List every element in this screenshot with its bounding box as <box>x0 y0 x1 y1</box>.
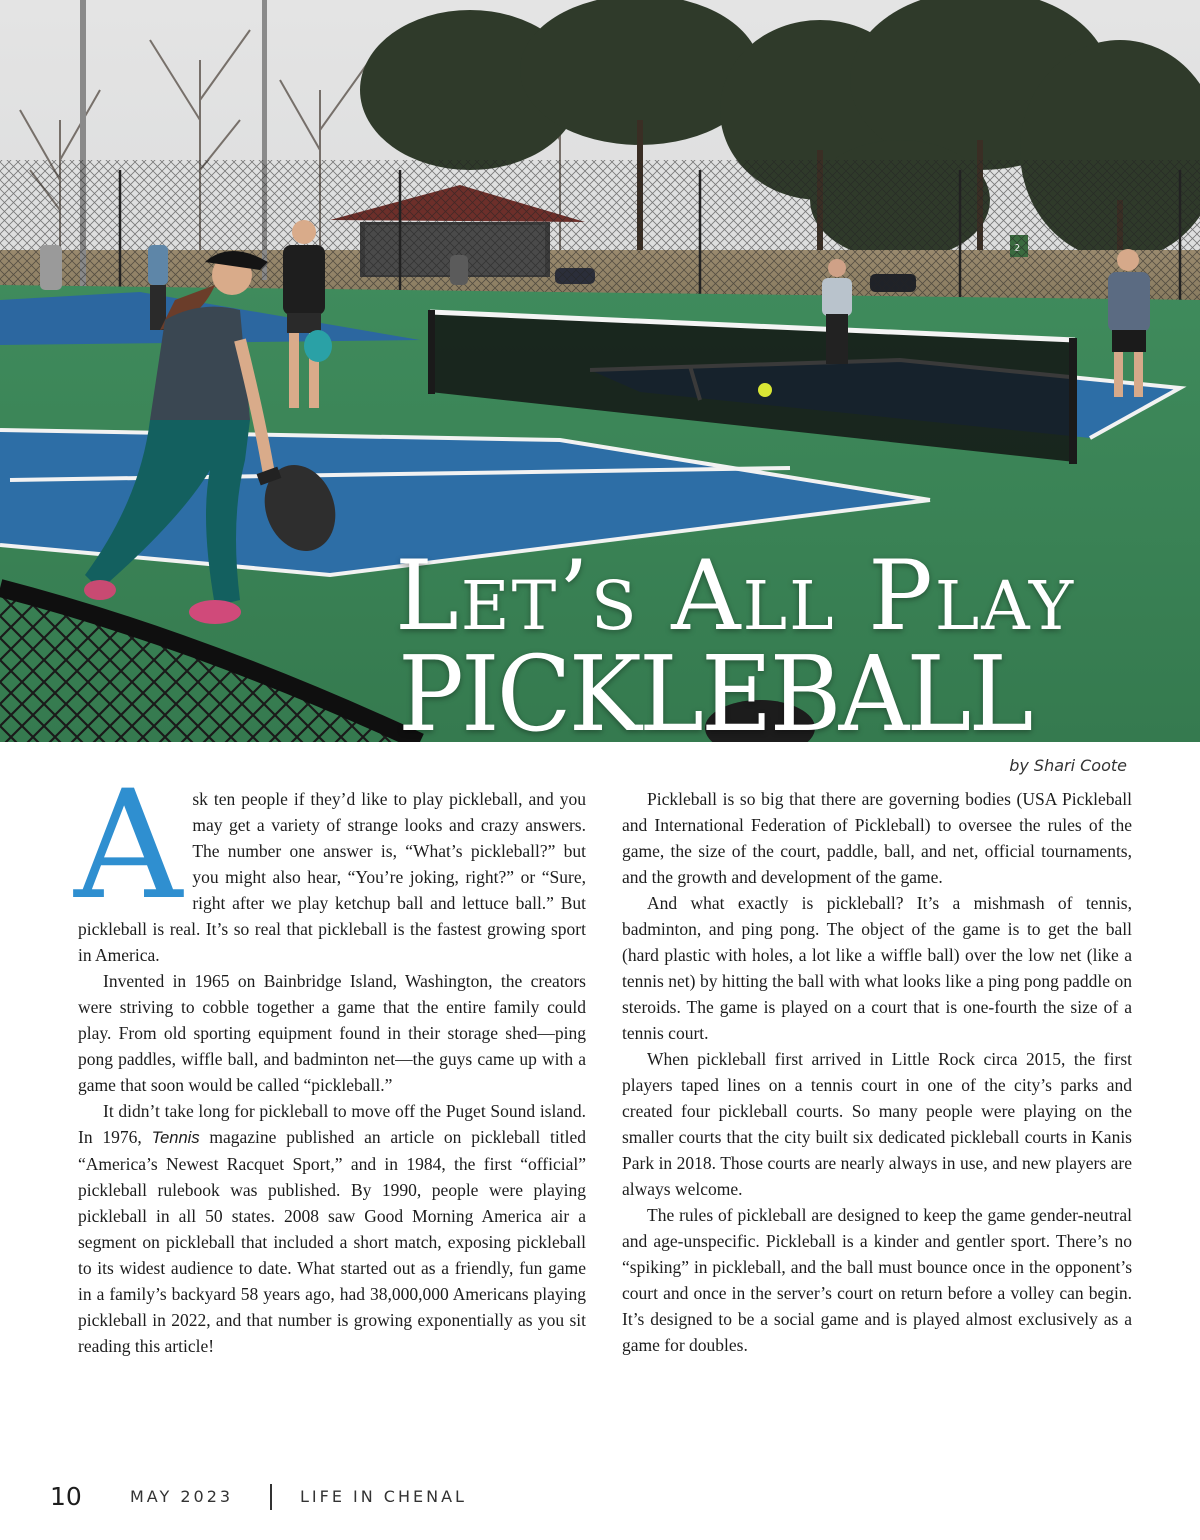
paragraph-5: And what exactly is pickleball? It’s a mishmash of tennis, badminton, and ping pong. The object of the game is to get the ball (hard plastic with holes, a lot like a wiffle ball) over the low net (like a tennis net) by hitting the ball with what looks like a ping pong paddle on steroids. The game is played on a court that is one-fourth the size of a tennis court. <box>622 893 1132 1043</box>
paragraph-4: Pickleball is so big that there are governing bodies (USA Pickleball and International Federation of Pickleball) to oversee the rules of the game, the size of the court, paddle, ball, and net, official tournaments, and the growth and development of the game. <box>622 789 1132 887</box>
paragraph-1 <box>74 759 586 968</box>
title-line-1: Let’s All Play <box>395 540 1076 652</box>
byline: by Shari Coote <box>1009 756 1127 775</box>
paragraph-1-text: sk ten people if they’d like to play pickleball, and you may get a variety of strange looks and crazy answers. The number one answer is, “What’s pickleball?” but you might also hear, “You’re joking, right?” or “Sure, right after we play ketchup ball and lettuce ball.” But pickleball is real. It’s so real that pickleball is the fastest growing sport in America. <box>78 789 586 965</box>
magazine-title-italic: Tennis <box>151 1129 200 1147</box>
paragraph-3-text-a: It didn’t take long for pickleball to move off the Puget Sound island. In 1976, <box>78 1101 586 1147</box>
hero-photo <box>0 0 1200 742</box>
paragraph-3-text-b: magazine published an article on pickleball titled “America’s Newest Racquet Sport,” and in 1984, the first “official” pickleball rulebook was published. By 1990, people were playing pickleball in all 50 states. 2008 saw Good Morning America air a segment on pickleball that included a short match, exposing pickleball to its widest audience to date. What started out as a friendly, fun game in a family’s backyard 58 years ago, had 38,000,000 Americans playing pickleball in 2022, and that number is growing exponentially as you sit reading this article! <box>78 1127 586 1356</box>
page-number: 10 <box>50 1482 82 1511</box>
issue-date: MAY 2023 <box>130 1487 234 1506</box>
magazine-name: LIFE IN CHENAL <box>300 1487 467 1506</box>
paragraph-6: When pickleball first arrived in Little Rock circa 2015, the first players taped lines on a tennis court in one of the city’s parks and created four pickleball courts. So many people were playing on the smaller courts that the city built six dedicated pickleball courts in Kanis Park in 2018. Those courts are nearly always in use, and new players are always welcome. <box>622 1049 1132 1199</box>
drop-cap: A <box>74 759 183 933</box>
paragraph-2: Invented in 1965 on Bainbridge Island, Washington, the creators were striving to cobble together a game that the entire family could play. From old sporting equipment found in their storage shed—ping pong paddles, wiffle ball, and badminton net—the guys came up with a game that soon would be called “pickleball.” <box>78 971 586 1095</box>
footer-divider <box>270 1484 272 1510</box>
article-column-right <box>622 786 1132 1358</box>
title-line-2: PICKLEBALL <box>398 633 1031 742</box>
article-column-left <box>74 759 586 1359</box>
page-footer <box>0 1482 1200 1522</box>
paragraph-3 <box>78 1098 586 1359</box>
paragraph-7: The rules of pickleball are designed to keep the game gender-neutral and age-unspecific. Pickleball is a kinder and gentler sport. There’s no “spiking” in pickleball, and the ball must bounce once in the opponent’s court and once in the server’s court on return before a volley can begin. It’s designed to be a social game and is played almost exclusively as a game for doubles. <box>622 1205 1132 1355</box>
